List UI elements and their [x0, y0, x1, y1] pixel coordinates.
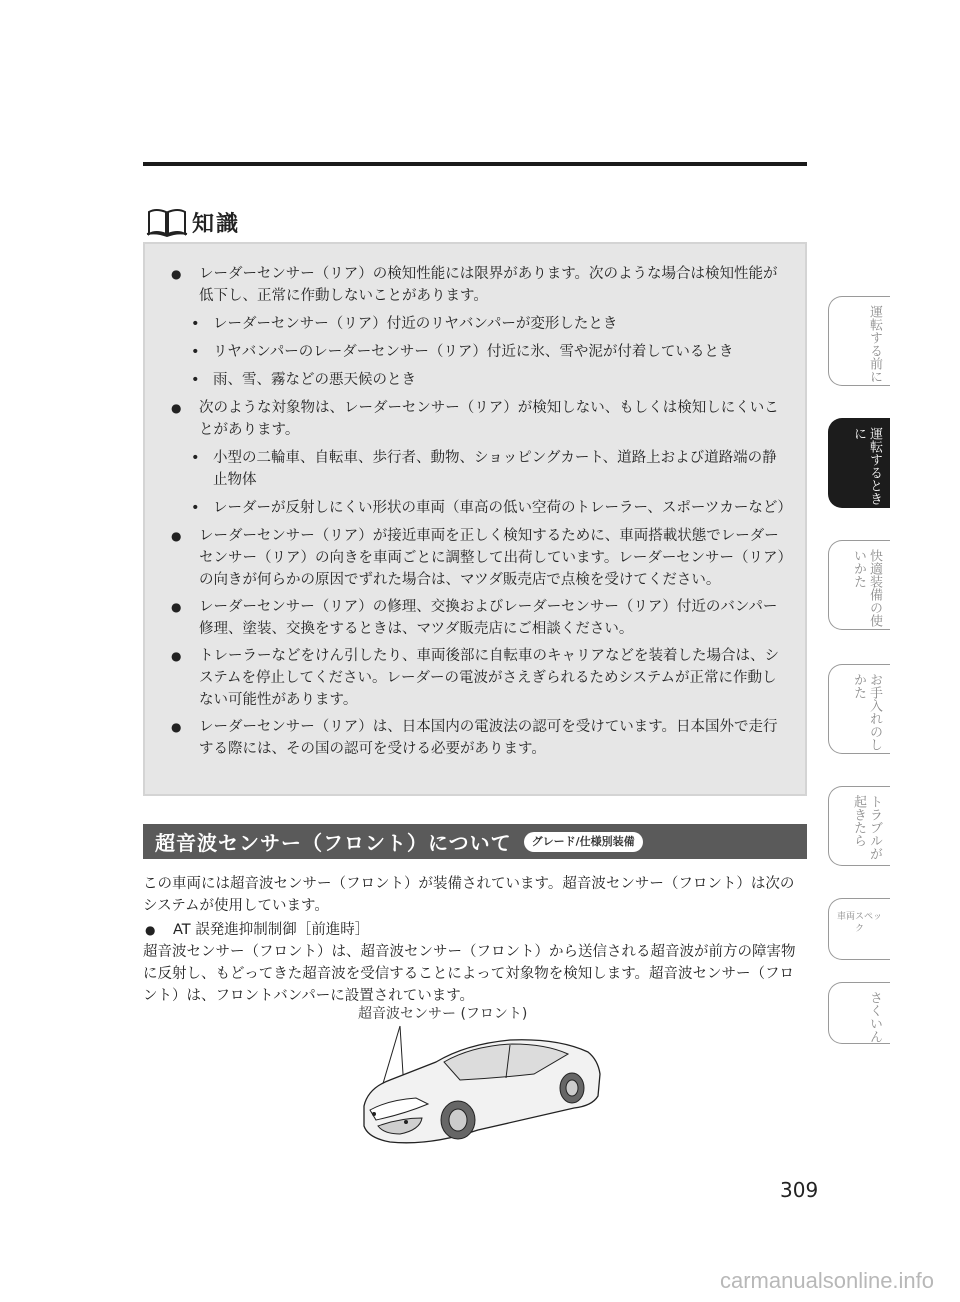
knowledge-title: 知識: [192, 211, 241, 237]
list-item: • レーダーが反射しにくい形状の車両（車高の低い空荷のトレーラー、スポーツカーなど）: [169, 497, 785, 519]
grade-badge: グレード/仕様別装備: [524, 832, 643, 852]
knowledge-box: [143, 242, 807, 796]
open-book-icon: [146, 207, 188, 237]
section-intro: この車両には超音波センサー（フロント）が装備されています。超音波センサー（フロント）は次のシステムが使用しています。: [143, 876, 795, 914]
page-number: 309: [780, 1178, 819, 1202]
tab-index[interactable]: [828, 982, 890, 1044]
car-illustration: [360, 1022, 604, 1150]
list-item: ● レーダーセンサー（リア）の検知性能には限界があります。次のような場合は検知性能が低下し、正常に作動しないことがあります。: [169, 263, 785, 307]
tab-while-driving[interactable]: [828, 418, 890, 508]
section-header: [143, 824, 807, 859]
tab-maintenance[interactable]: [828, 664, 890, 754]
list-item: ● レーダーセンサー（リア）の修理、交換およびレーダーセンサー（リア）付近のバンパー修理、塗装、交換をするときは、マツダ販売店にご相談ください。: [169, 596, 785, 640]
tab-label: 運転する前に: [867, 305, 882, 383]
figure-label: 超音波センサー (フロント): [358, 1006, 528, 1022]
section-description: 超音波センサー（フロント）は、超音波センサー（フロント）から送信される超音波が前方の障害物に反射し、もどってきた超音波を受信することによって対象物を検知します。超音波センサー（フロント）は、フロントバンパーに設置されています。: [143, 944, 796, 1004]
tab-label: トラブルが起きたら: [851, 795, 882, 860]
tab-label: 快適装備の使いかた: [851, 549, 882, 627]
list-item: ● トレーラーなどをけん引したり、車両後部に自転車のキャリアなどを装着した場合は、システムを停止してください。レーダーの電波がさえぎられるためシステムが正常に作動しない可能性があります。: [169, 645, 785, 711]
tab-specifications[interactable]: [828, 898, 890, 960]
section-title: 超音波センサー（フロント）について: [155, 831, 512, 855]
list-item: • 小型の二輪車、自転車、歩行者、動物、ショッピングカート、道路上および道路端の静止物体: [169, 447, 785, 491]
list-item: • 雨、雪、霧などの悪天候のとき: [169, 369, 785, 391]
tab-label: お手入れのしかた: [851, 673, 882, 751]
list-item: ● 次のような対象物は、レーダーセンサー（リア）が検知しない、もしくは検知しにくいことがあります。: [169, 397, 785, 441]
tab-label: さくいん: [867, 991, 882, 1043]
list-item: • リヤバンパーのレーダーセンサー（リア）付近に氷、雪や泥が付着しているとき: [169, 341, 785, 363]
watermark: carmanualsonline.info: [720, 1268, 935, 1293]
list-item: ● レーダーセンサー（リア）は、日本国内の電波法の認可を受けています。日本国外で走行する際には、その国の認可を受ける必要があります。: [169, 716, 785, 760]
knowledge-heading: [146, 206, 240, 238]
tab-label: 車両スペック: [836, 912, 882, 934]
tab-troubleshooting[interactable]: [828, 786, 890, 866]
top-rule: [143, 162, 807, 166]
system-bullet: ● AT 誤発進抑制制御［前進時］: [143, 919, 807, 941]
tab-before-driving[interactable]: [828, 296, 890, 386]
tab-label: 運転するときに: [851, 427, 882, 505]
list-item: ● レーダーセンサー（リア）が接近車両を正しく検知するために、車両搭載状態でレーダーセンサー（リア）の向きを車両ごとに調整して出荷しています。レーダーセンサー（リア）の向きが何らかの原因でずれた場合は、マツダ販売店で点検を受けてください。: [169, 525, 785, 591]
list-item: • レーダーセンサー（リア）付近のリヤバンパーが変形したとき: [169, 313, 785, 335]
tab-comfort-equipment[interactable]: [828, 540, 890, 630]
